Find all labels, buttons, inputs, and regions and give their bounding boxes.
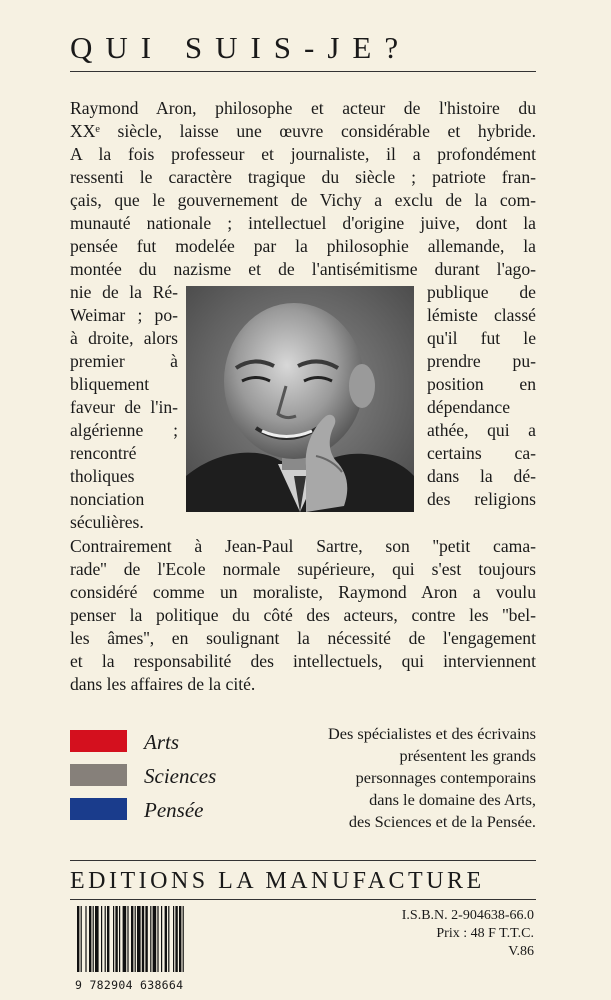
wrap-left-line: faveur de l'in- <box>70 397 178 417</box>
publisher-bottom-rule <box>70 899 536 900</box>
barcode-digits: 9 782904 638664 <box>75 978 184 992</box>
wrap-right-line: athée, qui a <box>427 420 536 440</box>
wrap-right-line: publique de <box>427 282 536 302</box>
wrap-right-line: qu'il fut le <box>427 328 536 348</box>
blurb-line: personnages contemporains <box>355 768 536 787</box>
arts-swatch <box>70 730 127 752</box>
barcode <box>75 906 226 992</box>
barcode-bar <box>165 906 167 972</box>
barcode-bar <box>105 906 106 972</box>
isbn: I.S.B.N. 2-904638-66.0 <box>401 908 534 923</box>
legend-label-arts: Arts <box>144 730 180 754</box>
barcode-bar <box>107 906 109 972</box>
top-rule <box>70 71 536 72</box>
wrap-left-line: premier à <box>70 351 178 371</box>
wrap-left-line: algérienne ; <box>70 420 178 440</box>
barcode-bar <box>131 906 133 972</box>
barcode-bar <box>127 906 128 972</box>
sciences-swatch <box>70 764 127 786</box>
blurb-line: dans le domaine des Arts, <box>369 790 536 809</box>
legend-label-pensee: Pensée <box>144 798 204 822</box>
barcode-bar <box>157 906 158 972</box>
barcode-bar <box>137 906 141 972</box>
body-line: pensée fut modelée par la philosophie allemande, la <box>70 236 536 256</box>
body-line: et la responsabilité des intellectuels, qui interviennent <box>70 651 536 671</box>
portrait-drawing <box>186 286 414 512</box>
wrap-left-line: bliquement <box>70 374 150 394</box>
body-line: çais, que le gouvernement de Vichy a exclu de la com- <box>70 190 536 210</box>
series-title: QUI SUIS-JE? <box>70 30 412 65</box>
body-line: dans les affaires de la cité. <box>70 674 256 694</box>
wrap-left-line: Weimar ; po- <box>70 305 178 325</box>
blurb-line: Des spécialistes et des écrivains <box>328 724 536 743</box>
body-line: considéré comme un moraliste, Raymond Aron a voulu <box>70 582 536 602</box>
wrap-right-line: des religions <box>427 489 536 509</box>
wrap-right-line: dans la dé- <box>427 466 536 486</box>
barcode-bar <box>161 906 162 972</box>
wrap-left-line: séculières. <box>70 512 144 532</box>
body-line: montée du nazisme et de l'antisémitisme durant l'ago- <box>70 259 536 279</box>
blurb-line: présentent les grands <box>399 746 536 765</box>
publisher-top-rule <box>70 860 536 861</box>
body-line: munauté nationale ; intellectuel d'origine juive, dont la <box>70 213 536 233</box>
wrap-right-line: dépendance <box>427 397 511 417</box>
barcode-bar <box>93 906 94 972</box>
wrap-right-line: prendre pu- <box>427 351 536 371</box>
barcode-bar <box>101 906 102 972</box>
wrap-right-line: lémiste classé <box>427 305 536 325</box>
barcode-bar <box>113 906 114 972</box>
publisher-name: EDITIONS LA MANUFACTURE <box>70 868 485 894</box>
body-line: ressenti le caractère tragique du siècle ; patriote fran- <box>70 167 536 187</box>
wrap-left-line: nie de la Ré- <box>70 282 178 302</box>
wrap-left-line: à droite, alors <box>70 328 178 348</box>
barcode-bar <box>119 906 120 972</box>
body-line: penser la politique du côté des acteurs, contre les ''bel- <box>70 605 536 625</box>
barcode-bar <box>179 906 181 972</box>
barcode-bar <box>142 906 144 972</box>
body-line: les âmes'', en soulignant la nécessité de l'engagement <box>70 628 536 648</box>
barcode-bar <box>81 906 82 972</box>
barcode-bars <box>75 906 226 972</box>
legend-label-sciences: Sciences <box>144 764 217 788</box>
blurb-line: des Sciences et de la Pensée. <box>348 812 536 831</box>
barcode-bar <box>150 906 151 972</box>
body-line: Raymond Aron, philosophe et acteur de l'histoire du <box>70 98 536 118</box>
body-line: Contrairement à Jean-Paul Sartre, son ''petit cama- <box>70 536 536 556</box>
barcode-bar <box>183 906 184 972</box>
wrap-left-line: nonciation <box>70 489 145 509</box>
book-meta <box>340 907 534 961</box>
series-blurb <box>282 723 536 833</box>
version-code: V.86 <box>508 944 534 959</box>
barcode-bar <box>135 906 136 972</box>
body-line: XXᵉ siècle, laisse une œuvre considérable et hybride. <box>70 121 536 141</box>
wrap-left-line: rencontré <box>70 443 137 463</box>
pensee-swatch <box>70 798 127 820</box>
barcode-bar <box>145 906 147 972</box>
barcode-bar <box>77 906 79 972</box>
barcode-bar <box>115 906 117 972</box>
barcode-bar <box>173 906 174 972</box>
barcode-bar <box>85 906 86 972</box>
barcode-bar <box>153 906 157 972</box>
body-line: rade'' de l'Ecole normale supérieure, qui s'est toujours <box>70 559 536 579</box>
barcode-bar <box>95 906 99 972</box>
author-portrait <box>186 286 414 512</box>
wrap-right-line: certains ca- <box>427 443 536 463</box>
barcode-bar <box>175 906 177 972</box>
wrap-left-line: tholiques <box>70 466 135 486</box>
price: Prix : 48 F T.T.C. <box>436 926 534 941</box>
barcode-bar <box>89 906 91 972</box>
body-line: A la fois professeur et journaliste, il a profondément <box>70 144 536 164</box>
barcode-bar <box>168 906 169 972</box>
barcode-bar <box>123 906 127 972</box>
wrap-right-line: position en <box>427 374 536 394</box>
